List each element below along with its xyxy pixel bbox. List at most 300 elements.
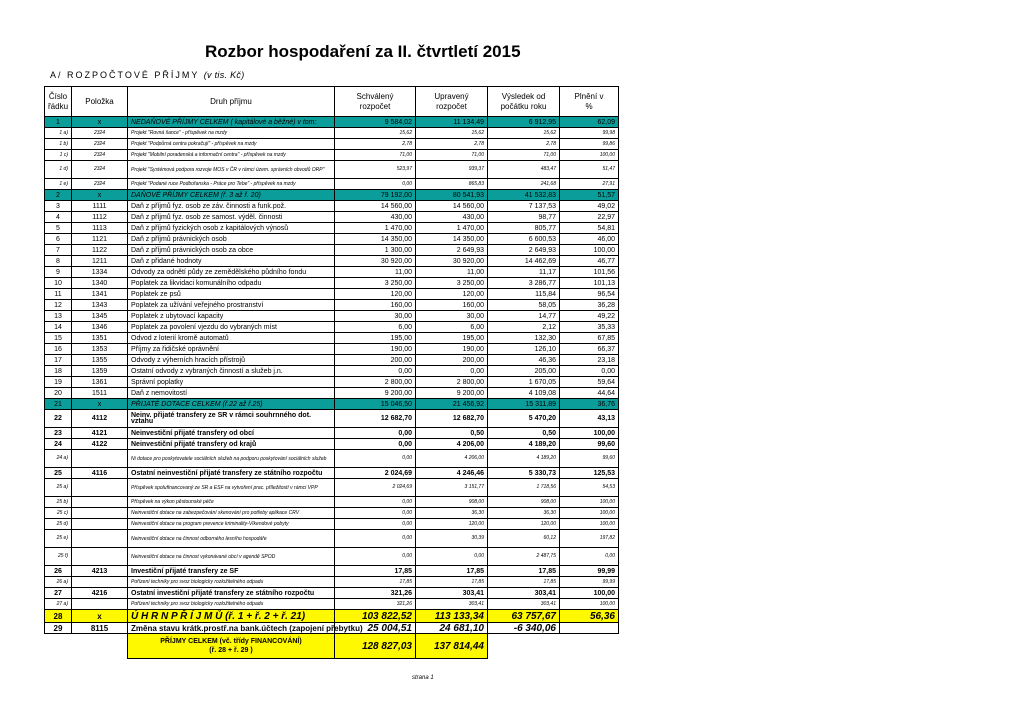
table-row (45, 439, 619, 450)
result-cell: 17,85 (488, 577, 560, 588)
fulfilment-cell: 59,64 (560, 377, 619, 388)
income-name-cell: Neinvestiční přijaté transfery od krajů (128, 439, 335, 450)
approved-cell: 2 024,69 (335, 468, 416, 479)
row-number-cell: 1 (45, 117, 72, 128)
item-cell: 8115 (72, 623, 128, 634)
adjusted-cell: 2 649,93 (416, 245, 488, 256)
item-cell: x (72, 399, 128, 410)
approved-cell: 0,00 (335, 530, 416, 548)
fulfilment-cell: 101,13 (560, 278, 619, 289)
row-number-cell: 25 (45, 468, 72, 479)
unit-label: (v tis. Kč) (203, 70, 245, 80)
item-cell: 1355 (72, 355, 128, 366)
table-row (45, 150, 619, 161)
approved-cell: 15,62 (335, 128, 416, 139)
table-row (45, 179, 619, 190)
result-cell: 6 912,95 (488, 117, 560, 128)
result-cell: 15,62 (488, 128, 560, 139)
adjusted-cell: 17,85 (416, 566, 488, 577)
table-row (45, 623, 619, 634)
col-approved: Schválený rozpočet (335, 87, 416, 117)
adjusted-cell: 1 470,00 (416, 223, 488, 234)
total-row (45, 634, 619, 659)
income-name-cell: Ni dotace pro poskytovatele sociálních služeb na podporu poskytování sociálních služeb (128, 450, 335, 468)
table-row (45, 410, 619, 428)
item-cell (72, 497, 128, 508)
income-name-cell: DAŇOVÉ PŘÍJMY CELKEM (ř. 3 až ř. 20) (128, 190, 335, 201)
table-row (45, 428, 619, 439)
item-cell (72, 577, 128, 588)
income-name-cell: Projekt "Systémová podpora rozvoje MOS v ČR v rámci územ. správních obvodů ORP" (128, 161, 335, 179)
approved-cell: 14 560,00 (335, 201, 416, 212)
result-cell: 11,17 (488, 267, 560, 278)
fulfilment-cell: 66,37 (560, 344, 619, 355)
income-name-cell: Daň z příjmů právnických osob za obce (128, 245, 335, 256)
item-cell: x (72, 610, 128, 623)
row-number-cell: 1 d) (45, 161, 72, 179)
income-name-cell: Pořízení techniky pro svoz biologicky rozložitelného odpadu (128, 577, 335, 588)
adjusted-cell: 15,62 (416, 128, 488, 139)
approved-cell: 430,00 (335, 212, 416, 223)
item-cell: 1511 (72, 388, 128, 399)
adjusted-cell: 303,41 (416, 588, 488, 599)
result-cell: 36,30 (488, 508, 560, 519)
row-number-cell: 28 (45, 610, 72, 623)
item-cell: 1343 (72, 300, 128, 311)
result-cell: -6 340,06 (488, 623, 560, 634)
fulfilment-cell: 22,97 (560, 212, 619, 223)
fulfilment-cell: 36,76 (560, 399, 619, 410)
item-cell: 1113 (72, 223, 128, 234)
income-name-cell: Daň z příjmů fyz. osob ze samost. výděl. činnosti (128, 212, 335, 223)
item-cell: 1345 (72, 311, 128, 322)
adjusted-cell: 2,78 (416, 139, 488, 150)
table-row (45, 161, 619, 179)
fulfilment-cell: 125,53 (560, 468, 619, 479)
item-cell: 1121 (72, 234, 128, 245)
adjusted-cell: 36,30 (416, 508, 488, 519)
result-cell: 303,41 (488, 599, 560, 610)
fulfilment-cell: 44,64 (560, 388, 619, 399)
income-name-cell: Příspěvek na výkon pěstounské péče (128, 497, 335, 508)
approved-cell: 195,00 (335, 333, 416, 344)
approved-cell: 14 350,00 (335, 234, 416, 245)
approved-cell: 160,00 (335, 300, 416, 311)
income-name-cell: Daň z příjmů právnických osob (128, 234, 335, 245)
fulfilment-cell: 101,56 (560, 267, 619, 278)
adjusted-cell: 865,83 (416, 179, 488, 190)
approved-cell: 0,00 (335, 439, 416, 450)
income-name-cell: NEDAŇOVÉ PŘÍJMY CELKEM ( kapitálové a běžné) v tom: (128, 117, 335, 128)
income-name-cell: Daň z příjmů fyz. osob ze záv. činnosti a funk.pož. (128, 201, 335, 212)
income-name-cell: Daň z nemovitostí (128, 388, 335, 399)
adjusted-cell: 160,00 (416, 300, 488, 311)
income-name-cell: Projekt "Podpůrná centra pokračují" - příspěvek na mzdy (128, 139, 335, 150)
approved-cell: 1 300,00 (335, 245, 416, 256)
table-row (45, 344, 619, 355)
approved-cell: 11,00 (335, 267, 416, 278)
fulfilment-cell: 36,28 (560, 300, 619, 311)
fulfilment-cell: 23,18 (560, 355, 619, 366)
income-name-cell: Ostatní odvody z vybraných činností a služeb j.n. (128, 366, 335, 377)
income-name-cell: Projekt "Rovná šance" - příspěvek na mzdy (128, 128, 335, 139)
approved-cell: 30 920,00 (335, 256, 416, 267)
table-row (45, 333, 619, 344)
table-row (45, 388, 619, 399)
row-number-cell: 3 (45, 201, 72, 212)
row-number-cell: 19 (45, 377, 72, 388)
item-cell (72, 548, 128, 566)
approved-cell: 0,00 (335, 508, 416, 519)
result-cell: 3 286,77 (488, 278, 560, 289)
fulfilment-cell: 100,00 (560, 599, 619, 610)
table-row (45, 450, 619, 468)
table-row (45, 548, 619, 566)
fulfilment-cell: 51,57 (560, 190, 619, 201)
result-cell: 241,68 (488, 179, 560, 190)
approved-cell: 200,00 (335, 355, 416, 366)
item-cell: 4122 (72, 439, 128, 450)
col-income-type: Druh příjmu (128, 87, 335, 117)
approved-cell: 17,85 (335, 566, 416, 577)
adjusted-cell: 200,00 (416, 355, 488, 366)
item-cell: 1112 (72, 212, 128, 223)
total-spacer (72, 634, 128, 659)
item-cell: 1346 (72, 322, 128, 333)
row-number-cell: 21 (45, 399, 72, 410)
fulfilment-cell: 54,53 (560, 479, 619, 497)
fulfilment-cell: 27,91 (560, 179, 619, 190)
row-number-cell: 15 (45, 333, 72, 344)
fulfilment-cell: 100,00 (560, 588, 619, 599)
income-name-cell: Neinvestiční dotace na program prevence kriminality-Víkendové pobyty (128, 519, 335, 530)
approved-cell: 71,00 (335, 150, 416, 161)
adjusted-cell: 120,00 (416, 519, 488, 530)
adjusted-cell: 80 541,93 (416, 190, 488, 201)
row-number-cell: 1 a) (45, 128, 72, 139)
result-cell: 303,41 (488, 588, 560, 599)
row-number-cell: 25 d) (45, 519, 72, 530)
table-row (45, 599, 619, 610)
row-number-cell: 7 (45, 245, 72, 256)
total-spacer (560, 634, 619, 659)
row-number-cell: 1 e) (45, 179, 72, 190)
row-number-cell: 26 a) (45, 577, 72, 588)
row-number-cell: 25 a) (45, 479, 72, 497)
fulfilment-cell: 43,13 (560, 410, 619, 428)
table-row (45, 245, 619, 256)
row-number-cell: 18 (45, 366, 72, 377)
row-number-cell: 20 (45, 388, 72, 399)
fulfilment-cell: 99,99 (560, 577, 619, 588)
result-cell: 2,78 (488, 139, 560, 150)
fulfilment-cell: 99,60 (560, 439, 619, 450)
total-approved: 128 827,03 (335, 634, 416, 659)
result-cell: 126,10 (488, 344, 560, 355)
adjusted-cell: 939,37 (416, 161, 488, 179)
result-cell: 46,36 (488, 355, 560, 366)
fulfilment-cell: 46,77 (560, 256, 619, 267)
fulfilment-cell: 49,02 (560, 201, 619, 212)
income-name-cell: Odvod z loterií kromě automatů (128, 333, 335, 344)
fulfilment-cell: 99,60 (560, 450, 619, 468)
col-result: Výsledek od počátku roku (488, 87, 560, 117)
adjusted-cell: 4 206,00 (416, 439, 488, 450)
section-subtitle (50, 70, 245, 80)
fulfilment-cell: 100,00 (560, 497, 619, 508)
table-row (45, 566, 619, 577)
adjusted-cell: 908,00 (416, 497, 488, 508)
adjusted-cell: 14 560,00 (416, 201, 488, 212)
item-cell: 2324 (72, 139, 128, 150)
row-number-cell: 2 (45, 190, 72, 201)
item-cell (72, 599, 128, 610)
result-cell: 5 470,20 (488, 410, 560, 428)
result-cell: 805,77 (488, 223, 560, 234)
result-cell: 115,84 (488, 289, 560, 300)
adjusted-cell: 14 350,00 (416, 234, 488, 245)
approved-cell: 2 800,00 (335, 377, 416, 388)
item-cell: 4121 (72, 428, 128, 439)
item-cell: 2324 (72, 161, 128, 179)
approved-cell: 2,78 (335, 139, 416, 150)
row-number-cell: 27 (45, 588, 72, 599)
approved-cell: 120,00 (335, 289, 416, 300)
result-cell: 14 462,69 (488, 256, 560, 267)
table-row (45, 479, 619, 497)
income-name-cell: Příspěvek spolufinancovaný ze SR a ESF na vytvoření prac. příležitostí v rámci VPP (128, 479, 335, 497)
table-row (45, 256, 619, 267)
approved-cell: 1 470,00 (335, 223, 416, 234)
fulfilment-cell: 35,33 (560, 322, 619, 333)
row-number-cell: 13 (45, 311, 72, 322)
row-number-cell: 27 a) (45, 599, 72, 610)
result-cell: 98,77 (488, 212, 560, 223)
approved-cell: 17,85 (335, 577, 416, 588)
item-cell: 1359 (72, 366, 128, 377)
table-row (45, 497, 619, 508)
approved-cell: 12 682,70 (335, 410, 416, 428)
result-cell: 41 532,83 (488, 190, 560, 201)
adjusted-cell: 4 206,00 (416, 450, 488, 468)
fulfilment-cell: 100,00 (560, 245, 619, 256)
item-cell (72, 519, 128, 530)
income-table (44, 86, 619, 659)
table-row (45, 366, 619, 377)
item-cell: x (72, 117, 128, 128)
adjusted-cell: 3 151,77 (416, 479, 488, 497)
income-name-cell: Projekt "Mobilní poradenská a informační centra" - příspěvek na mzdy (128, 150, 335, 161)
income-name-cell: Příjmy za řidičské oprávnění (128, 344, 335, 355)
result-cell: 132,30 (488, 333, 560, 344)
table-row (45, 377, 619, 388)
col-adjusted: Upravený rozpočet (416, 87, 488, 117)
page-number: strana 1 (412, 675, 434, 681)
adjusted-cell: 0,00 (416, 548, 488, 566)
row-number-cell: 29 (45, 623, 72, 634)
adjusted-cell: 120,00 (416, 289, 488, 300)
item-cell: 1111 (72, 201, 128, 212)
table-row (45, 322, 619, 333)
income-name-cell: Neinvestiční dotace na činnost odborného lesního hospodáře (128, 530, 335, 548)
approved-cell: 103 822,52 (335, 610, 416, 623)
approved-cell: 0,00 (335, 450, 416, 468)
result-cell: 0,50 (488, 428, 560, 439)
approved-cell: 0,00 (335, 497, 416, 508)
table-row (45, 300, 619, 311)
row-number-cell: 4 (45, 212, 72, 223)
item-cell: 1122 (72, 245, 128, 256)
approved-cell: 0,00 (335, 519, 416, 530)
result-cell: 58,05 (488, 300, 560, 311)
table-row (45, 117, 619, 128)
item-cell: 4112 (72, 410, 128, 428)
adjusted-cell: 11,00 (416, 267, 488, 278)
fulfilment-cell: 100,00 (560, 428, 619, 439)
result-cell: 1 718,56 (488, 479, 560, 497)
page-title: Rozbor hospodaření za II. čtvrtletí 2015 (205, 42, 521, 61)
income-name-cell: Neinvestiční dotace na činnost vykonávané obcí v agendě SPOD (128, 548, 335, 566)
income-name-cell: Odvody z výherních hracích přístrojů (128, 355, 335, 366)
result-cell: 120,00 (488, 519, 560, 530)
result-cell: 2 487,75 (488, 548, 560, 566)
income-name-cell: Pořízení techniky pro svoz biologicky rozložitelného odpadu (128, 599, 335, 610)
adjusted-cell: 2 800,00 (416, 377, 488, 388)
income-name-cell: Ú H R N P Ř Í J M Ů (ř. 1 + ř. 2 + ř. 21) (128, 610, 335, 623)
fulfilment-cell: 0,00 (560, 366, 619, 377)
table-row (45, 355, 619, 366)
result-cell: 4 109,08 (488, 388, 560, 399)
table-row (45, 201, 619, 212)
adjusted-cell: 3 250,00 (416, 278, 488, 289)
item-cell: 4116 (72, 468, 128, 479)
adjusted-cell: 30,39 (416, 530, 488, 548)
col-row-number: Číslo řádku (45, 87, 72, 117)
fulfilment-cell: 51,47 (560, 161, 619, 179)
table-row (45, 289, 619, 300)
item-cell: 1353 (72, 344, 128, 355)
adjusted-cell: 30 920,00 (416, 256, 488, 267)
fulfilment-cell: 100,00 (560, 508, 619, 519)
row-number-cell: 8 (45, 256, 72, 267)
approved-cell: 9 200,00 (335, 388, 416, 399)
approved-cell: 30,00 (335, 311, 416, 322)
item-cell: x (72, 190, 128, 201)
table-row (45, 223, 619, 234)
fulfilment-cell: 49,22 (560, 311, 619, 322)
adjusted-cell: 195,00 (416, 333, 488, 344)
approved-cell: 523,97 (335, 161, 416, 179)
table-row (45, 139, 619, 150)
result-cell: 7 137,53 (488, 201, 560, 212)
row-number-cell: 17 (45, 355, 72, 366)
result-cell: 15 311,89 (488, 399, 560, 410)
row-number-cell: 26 (45, 566, 72, 577)
item-cell: 4213 (72, 566, 128, 577)
row-number-cell: 5 (45, 223, 72, 234)
result-cell: 4 189,20 (488, 439, 560, 450)
approved-cell: 9 584,02 (335, 117, 416, 128)
row-number-cell: 24 a) (45, 450, 72, 468)
result-cell: 908,00 (488, 497, 560, 508)
row-number-cell: 6 (45, 234, 72, 245)
row-number-cell: 14 (45, 322, 72, 333)
approved-cell: 190,00 (335, 344, 416, 355)
row-number-cell: 23 (45, 428, 72, 439)
item-cell (72, 508, 128, 519)
income-name-cell: Poplatek za povolení vjezdu do vybraných míst (128, 322, 335, 333)
item-cell (72, 450, 128, 468)
col-fulfilment: Plnění v % (560, 87, 619, 117)
income-name-cell: Daň z přidané hodnoty (128, 256, 335, 267)
result-cell: 63 757,67 (488, 610, 560, 623)
table-row (45, 519, 619, 530)
table-row (45, 128, 619, 139)
income-name-cell: Poplatek za užívání veřejného prostranství (128, 300, 335, 311)
result-cell: 6 600,53 (488, 234, 560, 245)
table-row (45, 588, 619, 599)
fulfilment-cell: 99,99 (560, 566, 619, 577)
income-name-cell: Neinvestiční přijaté transfery od obcí (128, 428, 335, 439)
row-number-cell: 24 (45, 439, 72, 450)
row-number-cell: 1 c) (45, 150, 72, 161)
fulfilment-cell: 46,00 (560, 234, 619, 245)
table-row (45, 468, 619, 479)
table-row (45, 577, 619, 588)
table-row (45, 190, 619, 201)
row-number-cell: 10 (45, 278, 72, 289)
income-name-cell: Poplatek za likvidaci komunálního odpadu (128, 278, 335, 289)
adjusted-cell: 9 200,00 (416, 388, 488, 399)
fulfilment-cell: 56,36 (560, 610, 619, 623)
adjusted-cell: 17,85 (416, 577, 488, 588)
result-cell: 205,00 (488, 366, 560, 377)
item-cell: 1341 (72, 289, 128, 300)
adjusted-cell: 11 134,49 (416, 117, 488, 128)
income-name-cell: Odvody za odnětí půdy ze zemědělského půdního fondu (128, 267, 335, 278)
item-cell: 2324 (72, 150, 128, 161)
fulfilment-cell: 96,54 (560, 289, 619, 300)
item-cell: 4216 (72, 588, 128, 599)
result-cell: 2,12 (488, 322, 560, 333)
fulfilment-cell (560, 623, 619, 634)
table-row (45, 311, 619, 322)
result-cell: 1 670,05 (488, 377, 560, 388)
item-cell: 1361 (72, 377, 128, 388)
fulfilment-cell: 197,82 (560, 530, 619, 548)
adjusted-cell: 21 456,92 (416, 399, 488, 410)
item-cell: 2324 (72, 179, 128, 190)
adjusted-cell: 6,00 (416, 322, 488, 333)
approved-cell: 79 192,00 (335, 190, 416, 201)
approved-cell: 15 046,50 (335, 399, 416, 410)
table-row (45, 212, 619, 223)
item-cell (72, 479, 128, 497)
item-cell: 1334 (72, 267, 128, 278)
total-spacer (45, 634, 72, 659)
approved-cell: 0,00 (335, 179, 416, 190)
adjusted-cell: 24 681,10 (416, 623, 488, 634)
income-name-cell: Změna stavu krátk.prostř.na bank.účtech (zapojení přebytku) (128, 623, 335, 634)
adjusted-cell: 71,00 (416, 150, 488, 161)
approved-cell: 6,00 (335, 322, 416, 333)
fulfilment-cell: 62,09 (560, 117, 619, 128)
row-number-cell: 1 b) (45, 139, 72, 150)
row-number-cell: 16 (45, 344, 72, 355)
result-cell: 4 189,20 (488, 450, 560, 468)
item-cell: 1351 (72, 333, 128, 344)
total-spacer (488, 634, 560, 659)
